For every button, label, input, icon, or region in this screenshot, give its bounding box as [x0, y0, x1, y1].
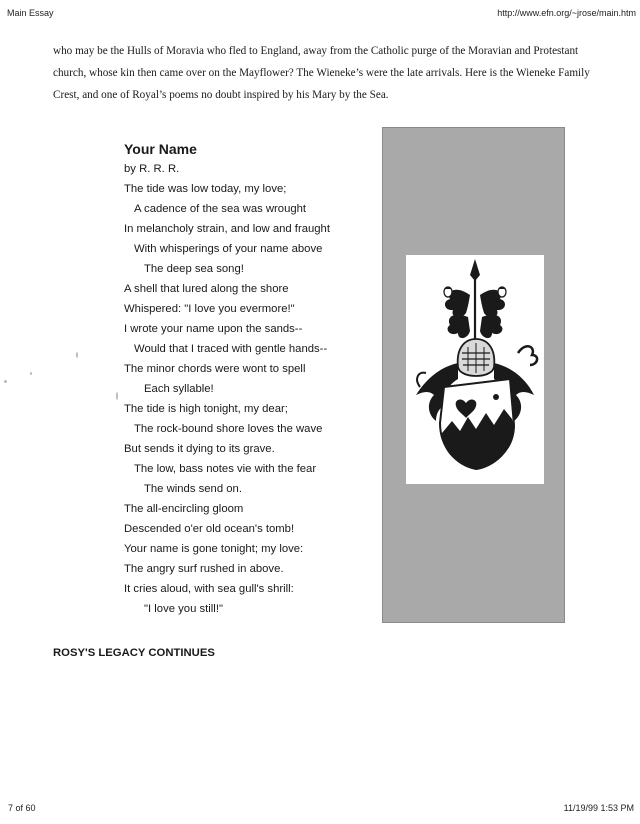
poem-line: The rock-bound shore loves the wave	[134, 423, 323, 435]
poem-line: It cries aloud, with sea gull's shrill:	[124, 583, 294, 595]
poem-line: Whispered: "I love you evermore!"	[124, 303, 295, 315]
poem-line: With whisperings of your name above	[134, 243, 323, 255]
print-timestamp: 11/19/99 1:53 PM	[563, 803, 634, 813]
poem-line: But sends it dying to its grave.	[124, 443, 275, 455]
poem-line: Your name is gone tonight; my love:	[124, 543, 304, 555]
poem-lines	[124, 179, 374, 619]
poem-line: The minor chords were wont to spell	[124, 363, 306, 375]
crest-card	[406, 255, 544, 484]
poem-line: The winds send on.	[144, 483, 242, 495]
intro-paragraph: who may be the Hulls of Moravia who fled to England, away from the Catholic purge of the Moravian and Protestant church, whose kin then came over on the Mayflower? The Wieneke’s were the late arrivals. Here is the Wieneke Family Crest, and one of Royal’s poems no doubt inspired by his Mary by the Sea.	[53, 45, 590, 101]
poem-line: The tide is high tonight, my dear;	[124, 403, 288, 415]
poem-line: The low, bass notes vie with the fear	[134, 463, 317, 475]
crest-panel	[382, 127, 565, 623]
scan-speck	[116, 392, 118, 400]
poem	[124, 139, 374, 619]
poem-line: Descended o'er old ocean's tomb!	[124, 523, 295, 535]
poem-line: The tide was low today, my love;	[124, 183, 287, 195]
poem-line: The angry surf rushed in above.	[124, 563, 284, 575]
page-header-title: Main Essay	[7, 8, 54, 18]
poem-byline: by R. R. R.	[124, 163, 180, 175]
poem-line: Each syllable!	[144, 383, 214, 395]
page-number: 7 of 60	[8, 803, 36, 813]
poem-line: In melancholy strain, and low and fraught	[124, 223, 330, 235]
scan-speck	[76, 352, 78, 358]
poem-line: Would that I traced with gentle hands--	[134, 343, 328, 355]
poem-line: A cadence of the sea was wrought	[134, 203, 307, 215]
poem-line: I wrote your name upon the sands--	[124, 323, 303, 335]
page-header-url: http://www.efn.org/~jrose/main.htm	[497, 8, 636, 18]
poem-line: The deep sea song!	[144, 263, 244, 275]
section-heading: ROSY'S LEGACY CONTINUES	[53, 647, 215, 659]
poem-line: A shell that lured along the shore	[124, 283, 289, 295]
poem-line: The all-encircling gloom	[124, 503, 244, 515]
scan-speck	[4, 380, 7, 383]
scan-speck	[30, 372, 32, 375]
family-crest-icon	[406, 255, 544, 484]
poem-title: Your Name	[124, 141, 197, 157]
poem-line: "I love you still!"	[144, 603, 223, 615]
